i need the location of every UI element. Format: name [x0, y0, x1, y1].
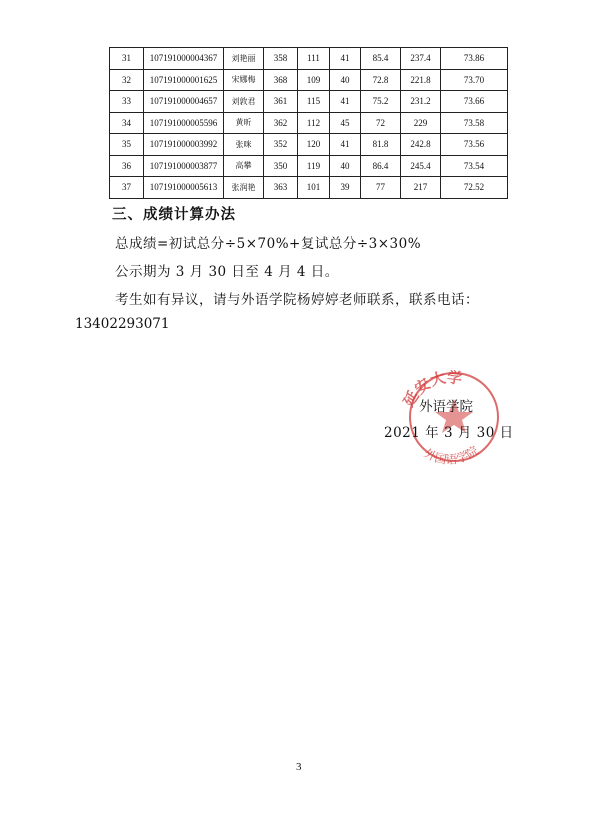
table-cell: 45 [330, 112, 361, 134]
table-cell: 72 [361, 112, 401, 134]
table-cell: 35 [110, 134, 144, 156]
table-cell: 350 [264, 155, 298, 177]
signature-date: 2021 年 3 月 30 日 [384, 425, 514, 441]
table-cell: 86.4 [361, 155, 401, 177]
table-cell: 101 [298, 177, 330, 199]
table-cell: 73.70 [441, 69, 508, 91]
table-cell: 73.58 [441, 112, 508, 134]
table-cell-name: 刘敦君 [224, 91, 264, 113]
table-cell: 33 [110, 91, 144, 113]
table-cell: 368 [264, 69, 298, 91]
table-cell: 107191000004367 [144, 48, 224, 70]
table-row [110, 155, 508, 177]
table-cell: 77 [361, 177, 401, 199]
table-row [110, 134, 508, 156]
table-cell: 361 [264, 91, 298, 113]
contact-text: 考生如有异议，请与外语学院杨婷婷老师联系，联系电话： [115, 292, 479, 308]
section-heading: 三、成绩计算办法 [112, 207, 236, 223]
table-cell: 81.8 [361, 134, 401, 156]
table-cell: 107191000004657 [144, 91, 224, 113]
table-cell: 40 [330, 69, 361, 91]
table-cell: 363 [264, 177, 298, 199]
table-cell: 85.4 [361, 48, 401, 70]
table-cell: 362 [264, 112, 298, 134]
table-cell-name: 高攀 [224, 155, 264, 177]
table-cell: 41 [330, 48, 361, 70]
table-cell: 231.2 [401, 91, 441, 113]
signature-department: 外语学院 [419, 399, 473, 415]
table-cell: 109 [298, 69, 330, 91]
table-cell: 73.56 [441, 134, 508, 156]
table-cell: 242.8 [401, 134, 441, 156]
table-cell: 237.4 [401, 48, 441, 70]
table-cell: 40 [330, 155, 361, 177]
table-cell: 107191000005613 [144, 177, 224, 199]
seal-bottom-text: 外国语学院 [421, 443, 481, 467]
table-cell: 73.86 [441, 48, 508, 70]
score-table [109, 47, 508, 199]
table-cell: 73.54 [441, 155, 508, 177]
contact-phone: 13402293071 [75, 316, 170, 332]
table-cell: 107191000003992 [144, 134, 224, 156]
table-row [110, 48, 508, 70]
publicity-period-text: 公示期为 3 月 30 日至 4 月 4 日。 [115, 264, 339, 280]
svg-text:外国语学院 [422, 443, 481, 467]
table-cell: 107191000003877 [144, 155, 224, 177]
table-cell: 221.8 [401, 69, 441, 91]
table-cell: 41 [330, 91, 361, 113]
table-cell-name: 刘艳丽 [224, 48, 264, 70]
table-cell: 112 [298, 112, 330, 134]
formula-text: 总成绩=初试总分÷5×70%+复试总分÷3×30% [115, 236, 422, 252]
table-cell: 34 [110, 112, 144, 134]
table-cell: 39 [330, 177, 361, 199]
table-cell: 107191000001625 [144, 69, 224, 91]
table-cell-name: 张润艳 [224, 177, 264, 199]
table-row [110, 91, 508, 113]
table-body [110, 48, 508, 199]
table-cell: 115 [298, 91, 330, 113]
table-cell: 31 [110, 48, 144, 70]
table-cell: 119 [298, 155, 330, 177]
table-cell: 32 [110, 69, 144, 91]
page-number: 3 [296, 761, 302, 773]
table-cell: 72.8 [361, 69, 401, 91]
table-row [110, 69, 508, 91]
seal-top-text: 延安大学 [399, 368, 464, 410]
table-cell-name: 宋娜梅 [224, 69, 264, 91]
table-row [110, 177, 508, 199]
table-cell: 111 [298, 48, 330, 70]
table-cell: 245.4 [401, 155, 441, 177]
table-cell: 75.2 [361, 91, 401, 113]
table-cell: 72.52 [441, 177, 508, 199]
table-cell: 229 [401, 112, 441, 134]
table-cell: 107191000005596 [144, 112, 224, 134]
table-cell: 358 [264, 48, 298, 70]
table-cell: 217 [401, 177, 441, 199]
table-cell: 120 [298, 134, 330, 156]
table-cell-name: 张咪 [224, 134, 264, 156]
table-cell: 352 [264, 134, 298, 156]
table-cell: 41 [330, 134, 361, 156]
table-cell: 37 [110, 177, 144, 199]
table-cell: 73.66 [441, 91, 508, 113]
table-row [110, 112, 508, 134]
table-cell-name: 黄昕 [224, 112, 264, 134]
table-cell: 36 [110, 155, 144, 177]
